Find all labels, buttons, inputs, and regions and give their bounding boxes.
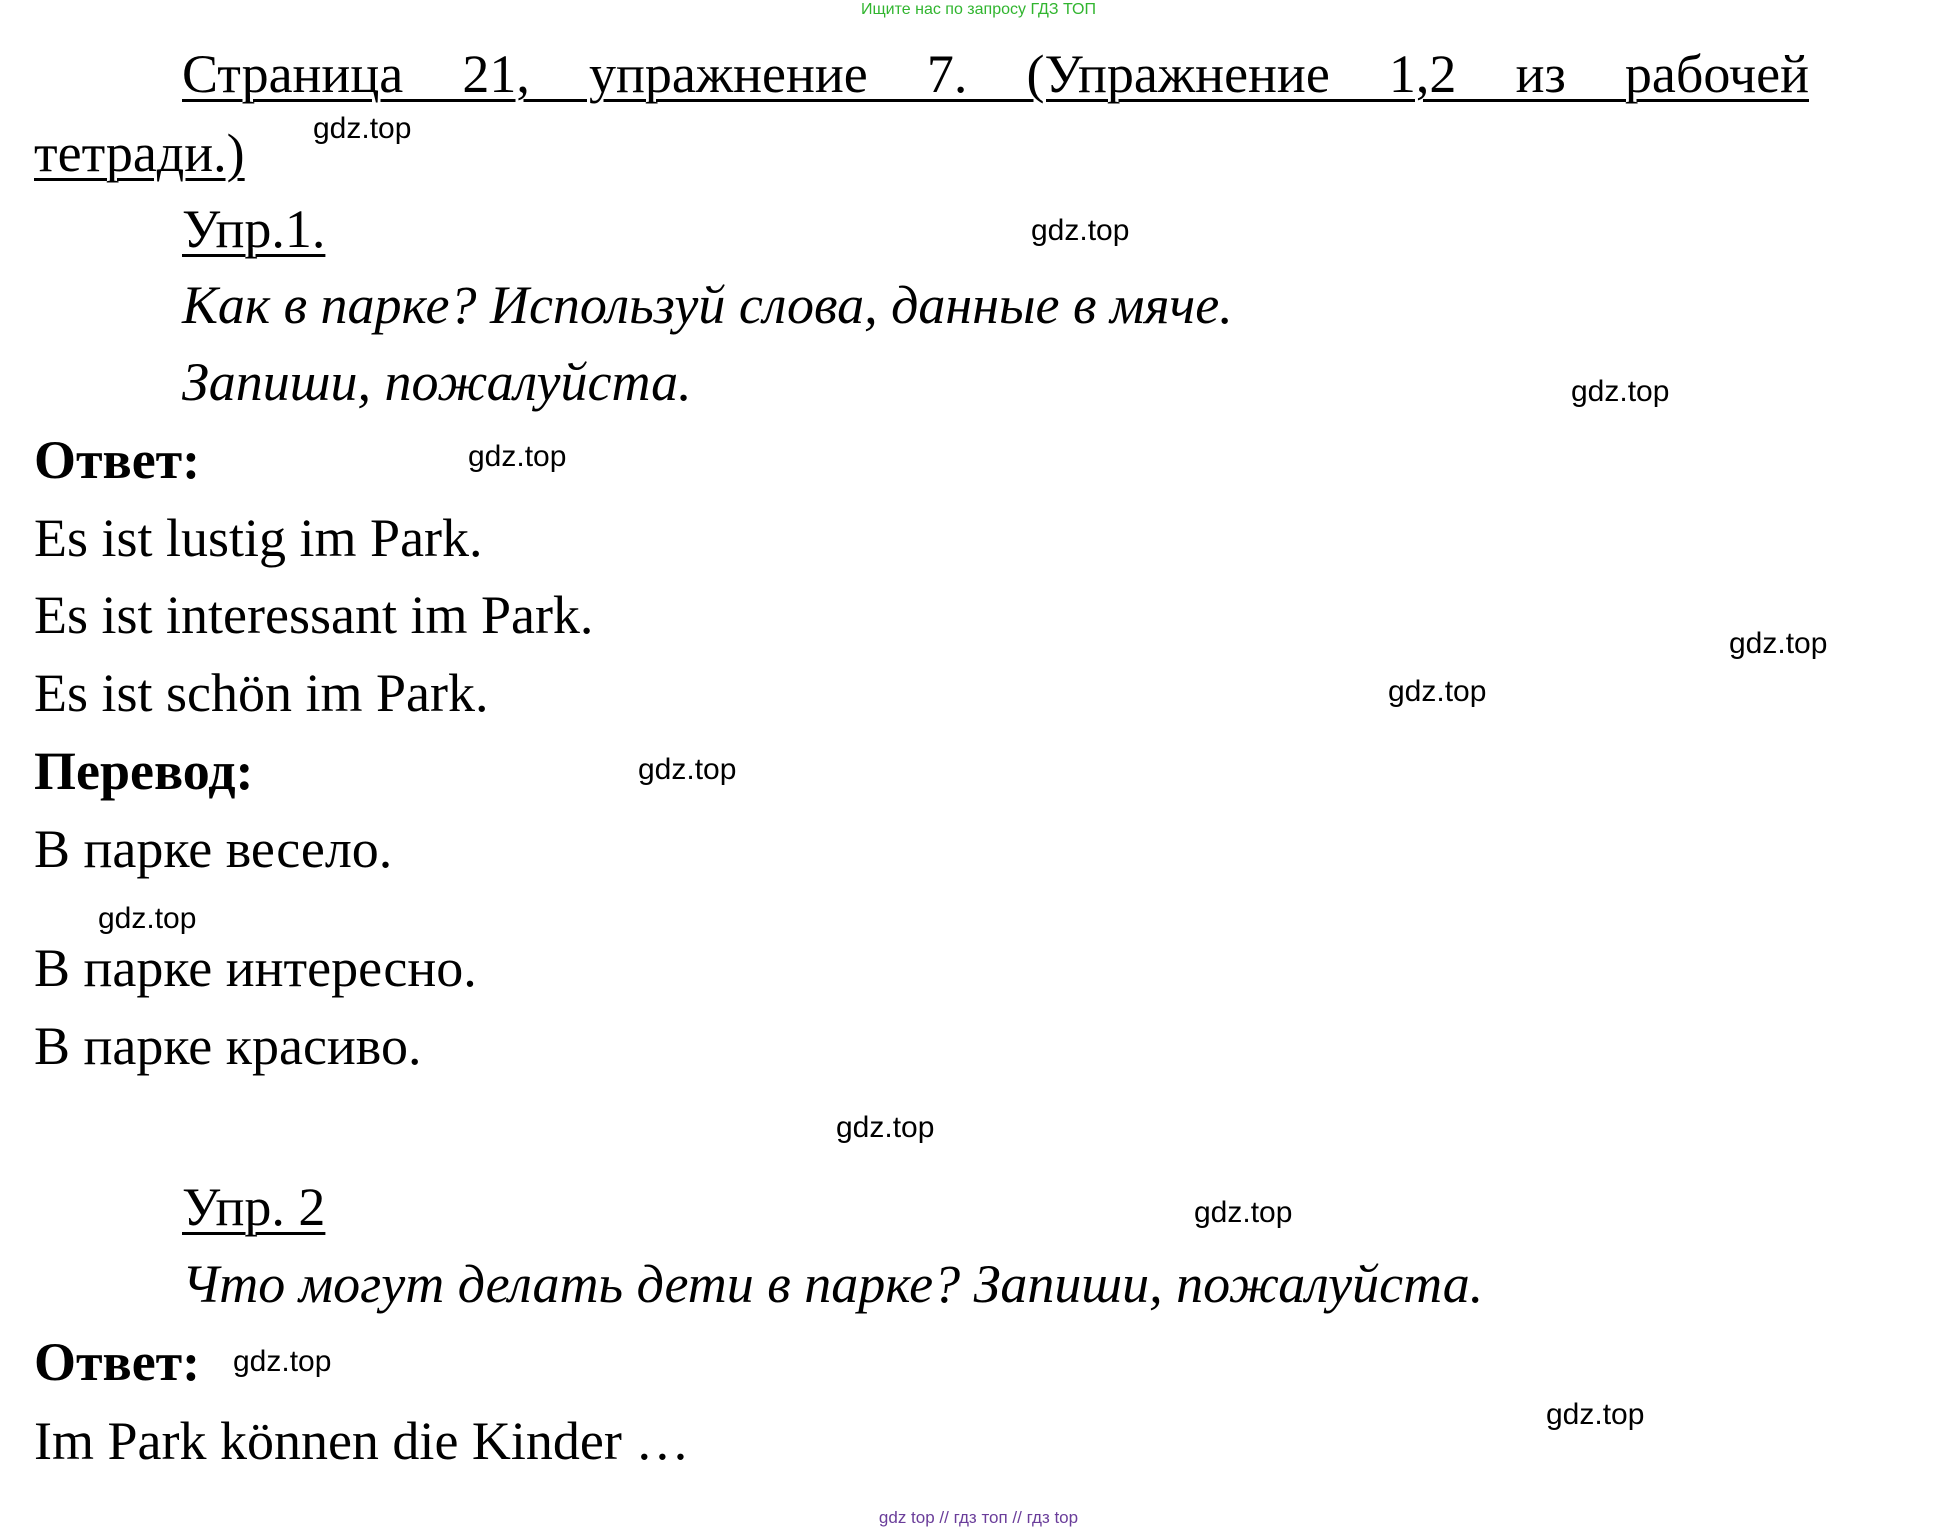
exercise-1-answer-line: Es ist lustig im Park. bbox=[34, 508, 483, 568]
exercise-1-translation-line: В парке весело. bbox=[34, 819, 393, 879]
watermark-text: gdz.top bbox=[836, 1111, 935, 1144]
top-banner: Ищите нас по запросу ГДЗ ТОП bbox=[861, 1, 1096, 18]
watermark-text: gdz.top bbox=[1031, 214, 1130, 247]
watermark-text: gdz.top bbox=[1729, 627, 1828, 660]
watermark-text: gdz.top bbox=[1546, 1398, 1645, 1431]
exercise-2-answer-line: Im Park können die Kinder … bbox=[34, 1411, 690, 1471]
watermark-text: gdz.top bbox=[638, 753, 737, 786]
exercise-2-task: Что могут делать дети в парке? Запиши, пожалуйста. bbox=[182, 1254, 1484, 1314]
exercise-1-answer-line: Es ist interessant im Park. bbox=[34, 585, 594, 645]
exercise-1-translation-label: Перевод: bbox=[34, 741, 254, 801]
footer-banner: gdz top // гдз топ // гдз top bbox=[878, 1508, 1079, 1527]
watermark-text: gdz.top bbox=[468, 440, 567, 473]
exercise-2-heading: Упр. 2 bbox=[182, 1177, 326, 1237]
watermark-text: gdz.top bbox=[313, 112, 412, 145]
exercise-1-answer-label: Ответ: bbox=[34, 430, 201, 490]
exercise-2-answer-label: Ответ: bbox=[34, 1332, 201, 1392]
page-title-line2: тетради.) bbox=[34, 123, 245, 183]
exercise-1-translation-line: В парке красиво. bbox=[34, 1016, 422, 1076]
watermark-text: gdz.top bbox=[98, 902, 197, 935]
page-title-line1: Страница 21, упражнение 7. (Упражнение 1,2 из рабочей bbox=[182, 44, 1809, 104]
exercise-1-task-line2: Запиши, пожалуйста. bbox=[182, 352, 692, 412]
watermark-text: gdz.top bbox=[233, 1345, 332, 1378]
exercise-1-heading: Упр.1. bbox=[182, 199, 326, 259]
watermark-text: gdz.top bbox=[1388, 675, 1487, 708]
watermark-text: gdz.top bbox=[1571, 375, 1670, 408]
watermark-text: gdz.top bbox=[1194, 1196, 1293, 1229]
exercise-1-translation-line: В парке интересно. bbox=[34, 938, 477, 998]
exercise-1-task-line1: Как в парке? Используй слова, данные в мяче. bbox=[182, 275, 1233, 335]
exercise-1-answer-line: Es ist schön im Park. bbox=[34, 663, 489, 723]
